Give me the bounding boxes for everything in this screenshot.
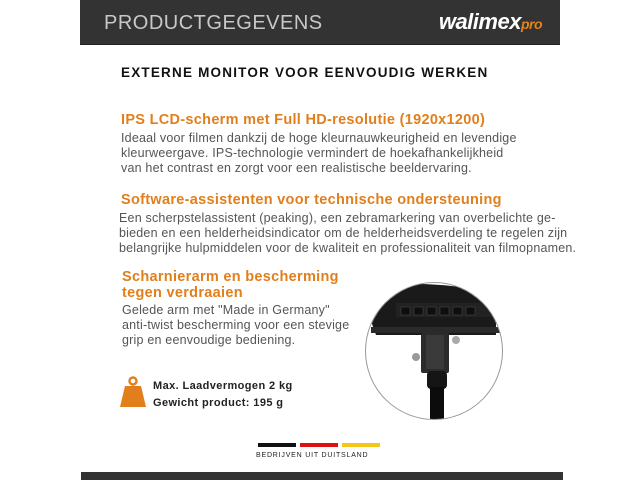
weight-icon — [120, 376, 146, 408]
body-line: Gelede arm met "Made in Germany" — [122, 303, 330, 317]
logo-sub: pro — [520, 16, 542, 32]
spec-weight: Gewicht product: 195 g — [153, 397, 284, 409]
section-body-hinge — [122, 303, 349, 348]
header-title: PRODUCTGEGEVENS — [104, 12, 323, 34]
logo-main: walimex — [438, 9, 521, 34]
flag-stripe-gold — [342, 443, 380, 447]
spec-max-load: Max. Laadvermogen 2 kg — [153, 380, 293, 392]
origin-label: BEDRIJVEN UIT DUITSLAND — [256, 452, 369, 459]
title-line: Scharnierarm en bescherming — [122, 269, 339, 285]
page-title: EXTERNE MONITOR VOOR EENVOUDIG WERKEN — [121, 65, 489, 80]
monitor-arm-illustration — [366, 283, 502, 419]
body-line: grip en eenvoudige bediening. — [122, 333, 296, 347]
section-title-ips: IPS LCD-scherm met Full HD-resolutie (1920x1200) — [121, 112, 486, 128]
section-body-ips — [121, 131, 517, 176]
body-line: van het contrast en zorgt voor een realistische beeldervaring. — [121, 161, 472, 175]
footer-bar — [81, 472, 563, 480]
body-line: Ideaal voor filmen dankzij de hoge kleurnauwkeurigheid en levendige — [121, 131, 517, 145]
product-image-hinge — [365, 282, 503, 420]
body-line: belangrijke hulpmiddelen voor de kwaliteit en professionaliteit van filmopnamen. — [119, 241, 577, 255]
section-title-software: Software-assistenten voor technische ondersteuning — [121, 192, 502, 208]
header-bar — [80, 0, 560, 45]
body-line: Een scherpstelassistent (peaking), een zebramarkering van overbelichte ge- — [119, 211, 556, 225]
flag-stripe-red — [300, 443, 338, 447]
section-body-software — [119, 211, 576, 256]
body-line: kleurweergave. IPS-technologie vermindert de hoekafhankelijkheid — [121, 146, 504, 160]
walimex-logo — [439, 9, 542, 35]
title-line: tegen verdraaien — [122, 285, 243, 301]
section-title-hinge — [122, 269, 339, 301]
body-line: bieden en een helderheidsindicator om de helderheidsverdeling te regelen zijn — [119, 226, 568, 240]
body-line: anti-twist bescherming voor een stevige — [122, 318, 350, 332]
flag-stripe-black — [258, 443, 296, 447]
